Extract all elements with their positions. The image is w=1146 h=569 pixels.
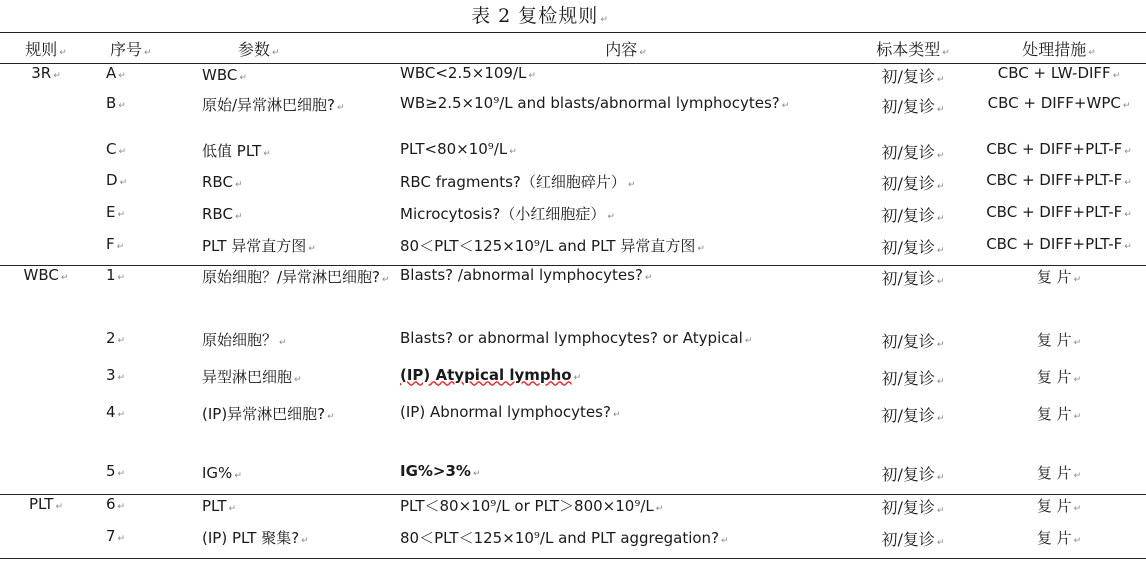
- param-cell: PLT 异常直方图 ↵: [190, 235, 398, 266]
- table-row: [0, 64, 1146, 94]
- seq-cell: 4 ↵: [106, 402, 126, 421]
- header-param: 参数 ↵: [190, 33, 398, 64]
- rule-cell: WBC ↵: [0, 266, 92, 495]
- table-caption: [0, 2, 1080, 30]
- table-row: [0, 366, 1146, 403]
- action-cell: 复 片 ↵: [972, 527, 1146, 559]
- action-cell: CBC + DIFF+PLT-F ↵: [986, 170, 1132, 189]
- param-cell: IG% ↵: [190, 462, 398, 495]
- action-cell: 复 片 ↵: [1036, 367, 1082, 386]
- sample-type-cell: 初/复诊 ↵: [881, 142, 945, 162]
- header-row: [0, 33, 1146, 64]
- sample-type-cell: 初/复诊 ↵: [881, 173, 945, 193]
- param-cell: (IP)异常淋巴细胞? ↵: [202, 404, 335, 423]
- content-cell: (IP) Abnormal lymphocytes? ↵: [400, 402, 621, 421]
- action-cell: CBC + DIFF+PLT-F ↵: [972, 235, 1146, 266]
- sample-type-cell: 初/复诊 ↵: [854, 235, 972, 266]
- content-cell: Blasts? or abnormal lymphocytes? or Atypical ↵: [400, 328, 753, 347]
- content-cell: 80＜PLT＜125×10⁹/L and PLT 异常直方图 ↵: [398, 235, 854, 266]
- rule-cell: PLT ↵: [0, 495, 92, 559]
- content-cell: (IP) Atypical lympho ↵: [400, 365, 582, 384]
- header-seq: 序号 ↵: [92, 33, 190, 64]
- content-cell: WBC<2.5×109/L ↵: [400, 64, 536, 82]
- action-cell: 复 片 ↵: [1036, 330, 1082, 349]
- paragraph-mark: ↵: [600, 15, 609, 25]
- content-cell: WB≥2.5×10⁹/L and blasts/abnormal lymphocytes? ↵: [400, 93, 790, 112]
- param-cell: 原始细胞？ ↵: [202, 330, 287, 349]
- sample-type-cell: 初/复诊 ↵: [881, 67, 945, 86]
- table-row: [0, 203, 1146, 235]
- param-cell: 异型淋巴细胞 ↵: [202, 367, 302, 386]
- param-cell: PLT ↵: [202, 497, 237, 515]
- header-rule: 规则 ↵: [0, 33, 92, 64]
- param-cell: 低值 PLT ↵: [202, 141, 271, 160]
- table-row: [0, 94, 1146, 140]
- content-cell: Blasts? /abnormal lymphocytes? ↵: [400, 266, 653, 284]
- seq-cell: 3 ↵: [106, 365, 126, 384]
- header-sample-type: 标本类型 ↵: [854, 33, 972, 64]
- param-cell: RBC ↵: [202, 204, 243, 223]
- content-cell: PLT<80×10⁹/L ↵: [400, 139, 517, 158]
- param-cell: (IP) PLT 聚集? ↵: [190, 527, 398, 559]
- table-row: [0, 527, 1146, 559]
- action-cell: CBC + DIFF+PLT-F ↵: [986, 202, 1132, 221]
- seq-cell: C ↵: [106, 139, 127, 158]
- seq-cell: 1 ↵: [106, 266, 126, 284]
- sample-type-cell: 初/复诊 ↵: [881, 96, 945, 116]
- table-row: [0, 403, 1146, 462]
- action-cell: CBC + DIFF+PLT-F ↵: [986, 139, 1132, 158]
- content-cell: PLT＜80×10⁹/L or PLT＞800×10⁹/L ↵: [400, 497, 664, 515]
- action-cell: CBC + LW-DIFF ↵: [997, 64, 1121, 82]
- content-cell: IG%>3% ↵: [398, 462, 854, 495]
- action-cell: 复 片 ↵: [1036, 404, 1082, 423]
- caption-text: 表 2 复检规则: [471, 5, 599, 27]
- seq-cell: B ↵: [106, 93, 126, 112]
- rule-cell: 3R ↵: [0, 64, 92, 266]
- sample-type-cell: 初/复诊 ↵: [881, 269, 945, 288]
- seq-cell: 6 ↵: [106, 495, 126, 513]
- action-cell: 复 片 ↵: [1036, 497, 1082, 515]
- seq-cell: D ↵: [106, 170, 128, 189]
- table-row: [0, 266, 1146, 329]
- sample-type-cell: 初/复诊 ↵: [881, 405, 945, 425]
- seq-cell: A ↵: [106, 64, 126, 82]
- sample-type-cell: 初/复诊 ↵: [854, 462, 972, 495]
- param-cell: 原始细胞？/异常淋巴细胞? ↵: [202, 268, 390, 286]
- table-row: [0, 329, 1146, 366]
- sample-type-cell: 初/复诊 ↵: [881, 205, 945, 225]
- table-row: [0, 140, 1146, 171]
- table-row: [0, 495, 1146, 527]
- sample-type-cell: 初/复诊 ↵: [881, 368, 945, 388]
- header-action: 处理措施 ↵: [972, 33, 1146, 64]
- param-cell: 原始/异常淋巴细胞? ↵: [202, 95, 345, 114]
- header-content: 内容 ↵: [398, 33, 854, 64]
- recheck-rules-table: [0, 32, 1146, 559]
- seq-cell: 7 ↵: [92, 527, 190, 559]
- sample-type-cell: 初/复诊 ↵: [881, 331, 945, 351]
- seq-cell: E ↵: [106, 202, 126, 221]
- table-row: [0, 462, 1146, 495]
- param-cell: RBC ↵: [202, 172, 243, 191]
- table-header: [0, 33, 1146, 64]
- seq-cell: 2 ↵: [106, 328, 126, 347]
- action-cell: 复 片 ↵: [1036, 268, 1082, 286]
- param-cell: WBC ↵: [202, 66, 247, 84]
- content-cell: RBC fragments?（红细胞碎片） ↵: [400, 172, 636, 191]
- action-cell: CBC + DIFF+WPC ↵: [987, 93, 1131, 112]
- table-row: [0, 235, 1146, 266]
- seq-cell: 5 ↵: [92, 462, 190, 495]
- content-cell: 80＜PLT＜125×10⁹/L and PLT aggregation? ↵: [398, 527, 854, 559]
- sample-type-cell: 初/复诊 ↵: [881, 498, 945, 517]
- seq-cell: F ↵: [92, 235, 190, 266]
- action-cell: 复 片 ↵: [972, 462, 1146, 495]
- sample-type-cell: 初/复诊 ↵: [854, 527, 972, 559]
- table-row: [0, 171, 1146, 203]
- content-cell: Microcytosis?（小红细胞症） ↵: [400, 204, 615, 223]
- table-body: [0, 64, 1146, 559]
